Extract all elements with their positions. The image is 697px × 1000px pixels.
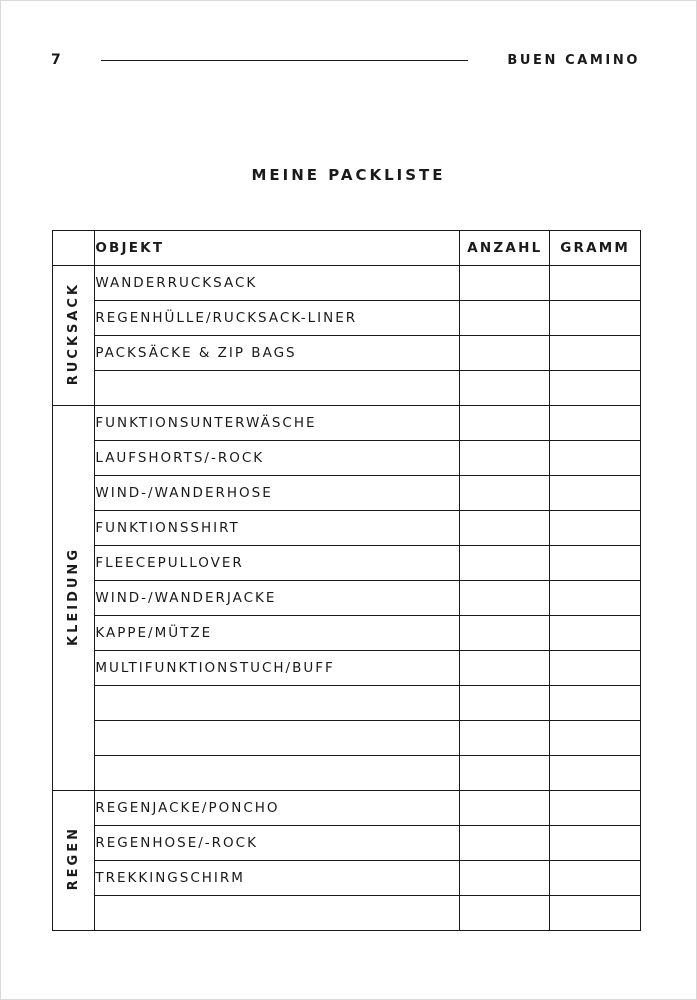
packlist-table: [52, 230, 641, 931]
object-cell: FLEECEPULLOVER: [95, 546, 460, 581]
table-row: [53, 301, 641, 336]
count-cell[interactable]: [460, 546, 550, 581]
weight-cell[interactable]: [550, 336, 641, 371]
weight-cell[interactable]: [550, 651, 641, 686]
weight-cell[interactable]: [550, 896, 641, 931]
object-cell: REGENJACKE/PONCHO: [95, 791, 460, 826]
count-cell[interactable]: [460, 861, 550, 896]
weight-cell[interactable]: [550, 861, 641, 896]
packlist-body: [53, 266, 641, 931]
weight-cell[interactable]: [550, 511, 641, 546]
object-cell: FUNKTIONSSHIRT: [95, 511, 460, 546]
object-cell: WANDERRUCKSACK: [95, 266, 460, 301]
column-header-object: OBJEKT: [95, 231, 460, 266]
count-cell[interactable]: [460, 721, 550, 756]
count-cell[interactable]: [460, 756, 550, 791]
page-number: 7: [51, 52, 62, 68]
weight-cell[interactable]: [550, 791, 641, 826]
table-row: [53, 441, 641, 476]
table-row: [53, 721, 641, 756]
object-cell: REGENHOSE/-ROCK: [95, 826, 460, 861]
table-row: [53, 371, 641, 406]
count-cell[interactable]: [460, 266, 550, 301]
weight-cell[interactable]: [550, 616, 641, 651]
table-row: [53, 651, 641, 686]
count-cell[interactable]: [460, 686, 550, 721]
count-cell[interactable]: [460, 791, 550, 826]
count-cell[interactable]: [460, 406, 550, 441]
category-cell: [53, 266, 95, 406]
object-cell: WIND-/WANDERHOSE: [95, 476, 460, 511]
table-row: [53, 861, 641, 896]
object-cell: [95, 686, 460, 721]
object-cell: [95, 721, 460, 756]
object-cell: PACKSÄCKE & ZIP BAGS: [95, 336, 460, 371]
weight-cell[interactable]: [550, 266, 641, 301]
column-header-count: ANZAHL: [460, 231, 550, 266]
table-row: [53, 826, 641, 861]
header-row: [53, 231, 641, 266]
object-cell: [95, 756, 460, 791]
object-cell: FUNKTIONSUNTERWÄSCHE: [95, 406, 460, 441]
table-row: [53, 756, 641, 791]
weight-cell[interactable]: [550, 371, 641, 406]
weight-cell[interactable]: [550, 686, 641, 721]
object-cell: MULTIFUNKTIONSTUCH/BUFF: [95, 651, 460, 686]
weight-cell[interactable]: [550, 301, 641, 336]
category-cell: [53, 791, 95, 931]
table-row: [53, 546, 641, 581]
weight-cell[interactable]: [550, 476, 641, 511]
weight-cell[interactable]: [550, 826, 641, 861]
weight-cell[interactable]: [550, 721, 641, 756]
category-header-cell: [53, 231, 95, 266]
object-cell: LAUFSHORTS/-ROCK: [95, 441, 460, 476]
header-rule: [101, 60, 468, 61]
object-cell: WIND-/WANDERJACKE: [95, 581, 460, 616]
table-row: [53, 616, 641, 651]
table-row: [53, 686, 641, 721]
count-cell[interactable]: [460, 336, 550, 371]
packlist-title: MEINE PACKLISTE: [251, 166, 446, 184]
table-row: [53, 476, 641, 511]
table-row: [53, 266, 641, 301]
running-title: BUEN CAMINO: [507, 53, 640, 68]
category-label: KLEIDUNG: [66, 546, 82, 646]
category-label: RUCKSACK: [66, 281, 82, 386]
weight-cell[interactable]: [550, 546, 641, 581]
column-header-weight: GRAMM: [550, 231, 641, 266]
object-cell: TREKKINGSCHIRM: [95, 861, 460, 896]
count-cell[interactable]: [460, 301, 550, 336]
count-cell[interactable]: [460, 826, 550, 861]
count-cell[interactable]: [460, 616, 550, 651]
object-cell: REGENHÜLLE/RUCKSACK-LINER: [95, 301, 460, 336]
table-row: [53, 336, 641, 371]
count-cell[interactable]: [460, 581, 550, 616]
table-row: [53, 406, 641, 441]
weight-cell[interactable]: [550, 581, 641, 616]
count-cell[interactable]: [460, 476, 550, 511]
object-cell: [95, 896, 460, 931]
count-cell[interactable]: [460, 896, 550, 931]
table-row: [53, 581, 641, 616]
table-row: [53, 791, 641, 826]
object-cell: KAPPE/MÜTZE: [95, 616, 460, 651]
table-row: [53, 896, 641, 931]
count-cell[interactable]: [460, 651, 550, 686]
object-cell: [95, 371, 460, 406]
weight-cell[interactable]: [550, 756, 641, 791]
weight-cell[interactable]: [550, 441, 641, 476]
count-cell[interactable]: [460, 511, 550, 546]
weight-cell[interactable]: [550, 406, 641, 441]
count-cell[interactable]: [460, 441, 550, 476]
category-cell: [53, 406, 95, 791]
count-cell[interactable]: [460, 371, 550, 406]
category-label: REGEN: [66, 826, 82, 891]
table-row: [53, 511, 641, 546]
